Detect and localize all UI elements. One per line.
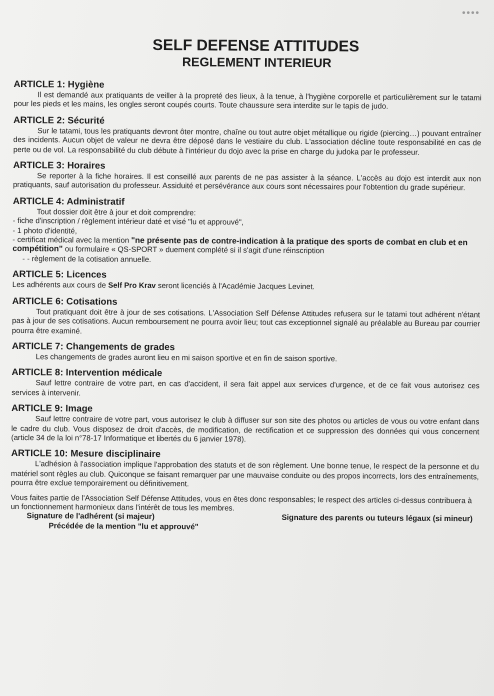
document-title: SELF DEFENSE ATTITUDES — [152, 36, 360, 56]
article-securite — [13, 114, 481, 157]
document-body — [11, 36, 482, 534]
article-cotisations — [12, 295, 480, 338]
text-run: seront licenciés à l'Académie Jacques Levinet. — [155, 281, 315, 292]
closing-statement: Vous faites partie de l'Association Self Défense Attitudes, vous en êtes donc responsables; le respect des articles ci-dessus contribuera à un fonctionnement harmonieux dans l'intérêt de tous les membres. — [10, 492, 472, 513]
article-heading: ARTICLE 3: Horaires — [13, 159, 106, 171]
article-text — [12, 280, 480, 293]
article-heading: ARTICLE 1: Hygiène — [13, 77, 105, 90]
corner-dots: •••• — [461, 8, 480, 19]
list-item-text: ou formulaire « QS-SPORT » duement complété si il s'agit d'une réinscription — [62, 244, 325, 256]
article-heading: ARTICLE 2: Sécurité — [13, 113, 105, 126]
article-text: Il est demandé aux pratiquants de veiller à la propreté des lieux, à la tenue, à l'hygiène corporelle et particulièrement sur le tatami pour les pieds et les mains, les ongles seront coupés courts. Toute chaussure sera interdite sur le tapis de judo. — [13, 90, 482, 112]
article-discipline — [11, 447, 479, 490]
article-heading: ARTICLE 10: Mesure disciplinaire — [11, 447, 161, 460]
article-heading: ARTICLE 4: Administratif — [12, 194, 125, 207]
medical-mention: "ne présente pas de contre-indication à la pratique des sports de combat en club et en compétition" — [12, 235, 468, 254]
article-text: Sauf lettre contraire de votre part, vous autorisez le club à diffuser sur son site des photos ou articles de vous ou votre enfant dans le cadre du club. Vous disposez de droit d'accès, de modification, de rectification et ce suppression des données qui vous concernent (article 34 de la loi n°78-17 Informatique et libertés du 6 janvier 1978). — [11, 414, 480, 444]
article-text: Sauf lettre contraire de votre part, en cas d'accident, il sera fait appel aux services d'urgence, et de ce fait vous autorisez ces services à intervenir. — [11, 378, 480, 398]
article-heading: ARTICLE 9: Image — [11, 402, 93, 414]
signature-member-label: Signature de l'adhérent (si majeur) — [26, 511, 155, 522]
text-run: Les adhérents aux cours de — [12, 280, 109, 290]
list-item: - 1 photo d'identité, — [12, 225, 78, 236]
article-text: Tout pratiquant doit être à jour de ses cotisations. L'Association Self Défense Attitudes refusera sur le tatami tout adhérent n'étant pas à jour de ses cotisations. Aucun remboursement ne pourra avoir lieu; tout cas exceptionnel signalé au préalable au Bureau par courrier pourra être examiné. — [11, 306, 481, 335]
article-text: Les changements de grades auront lieu en mi saison sportive et en fin de saison sportive. — [35, 352, 338, 364]
signature-mention: Précédée de la mention "lu et approuvé" — [48, 521, 199, 532]
list-item: - fiche d'inscription / règlement intérieur daté et visé "lu et approuvé", — [12, 216, 244, 227]
signature-parents-label: Signature des parents ou tuteurs légaux (si mineur) — [281, 513, 473, 524]
article-intervention-medicale — [11, 366, 479, 400]
article-text: L'adhésion à l'association implique l'approbation des statuts et de son règlement. Une bonne tenue, le respect de la personne et du matériel sont règles au club. Quiconque se faisant remarquer par une mauvaise conduite ou des propos incorrects, lors des entraînements, pourra être exclue temporairement ou définitivement. — [10, 459, 480, 489]
article-hygiene — [13, 78, 481, 112]
article-heading: ARTICLE 8: Intervention médicale — [11, 366, 163, 379]
document-subtitle: REGLEMENT INTERIEUR — [182, 55, 332, 71]
club-name: Self Pro Krav — [108, 280, 156, 291]
article-horaires — [13, 159, 481, 193]
article-administratif — [12, 195, 480, 267]
article-heading: ARTICLE 7: Changements de grades — [11, 339, 175, 353]
list-item-text: - certificat médical avec la mention — [12, 235, 132, 245]
list-item: - - règlement de la cotisation annuelle. — [22, 253, 152, 264]
article-grades — [12, 340, 480, 365]
article-heading: ARTICLE 5: Licences — [12, 268, 107, 280]
article-intro: Tout dossier doit être à jour et doit comprendre: — [36, 207, 196, 218]
document-checklist — [12, 216, 480, 266]
article-licences — [12, 268, 480, 293]
article-text: Sur le tatami, tous les pratiquants devront ôter montre, chaîne ou tout autre objet métallique ou rigide (piercing…) pouvant entraîner des incidents. Aucun objet de valeur ne devra être déposé dans le vestiaire du club. L'association décline toute responsabilité en cas de perte ou de vol. La responsabilité du club débute à l'intérieur du dojo avec la prise en charge du judoka par le professeur. — [13, 125, 482, 157]
article-image — [11, 402, 479, 445]
article-heading: ARTICLE 6: Cotisations — [12, 294, 118, 307]
article-text: Se reporter à la fiche horaires. Il est conseillé aux parents de ne pas assister à la séance. L'accès au dojo est interdit aux non pratiquants, sauf autorisation du professeur. Assiduité et persévérance aux cours sont nécessaires pour l'obtention du grade supérieur. — [12, 171, 482, 193]
